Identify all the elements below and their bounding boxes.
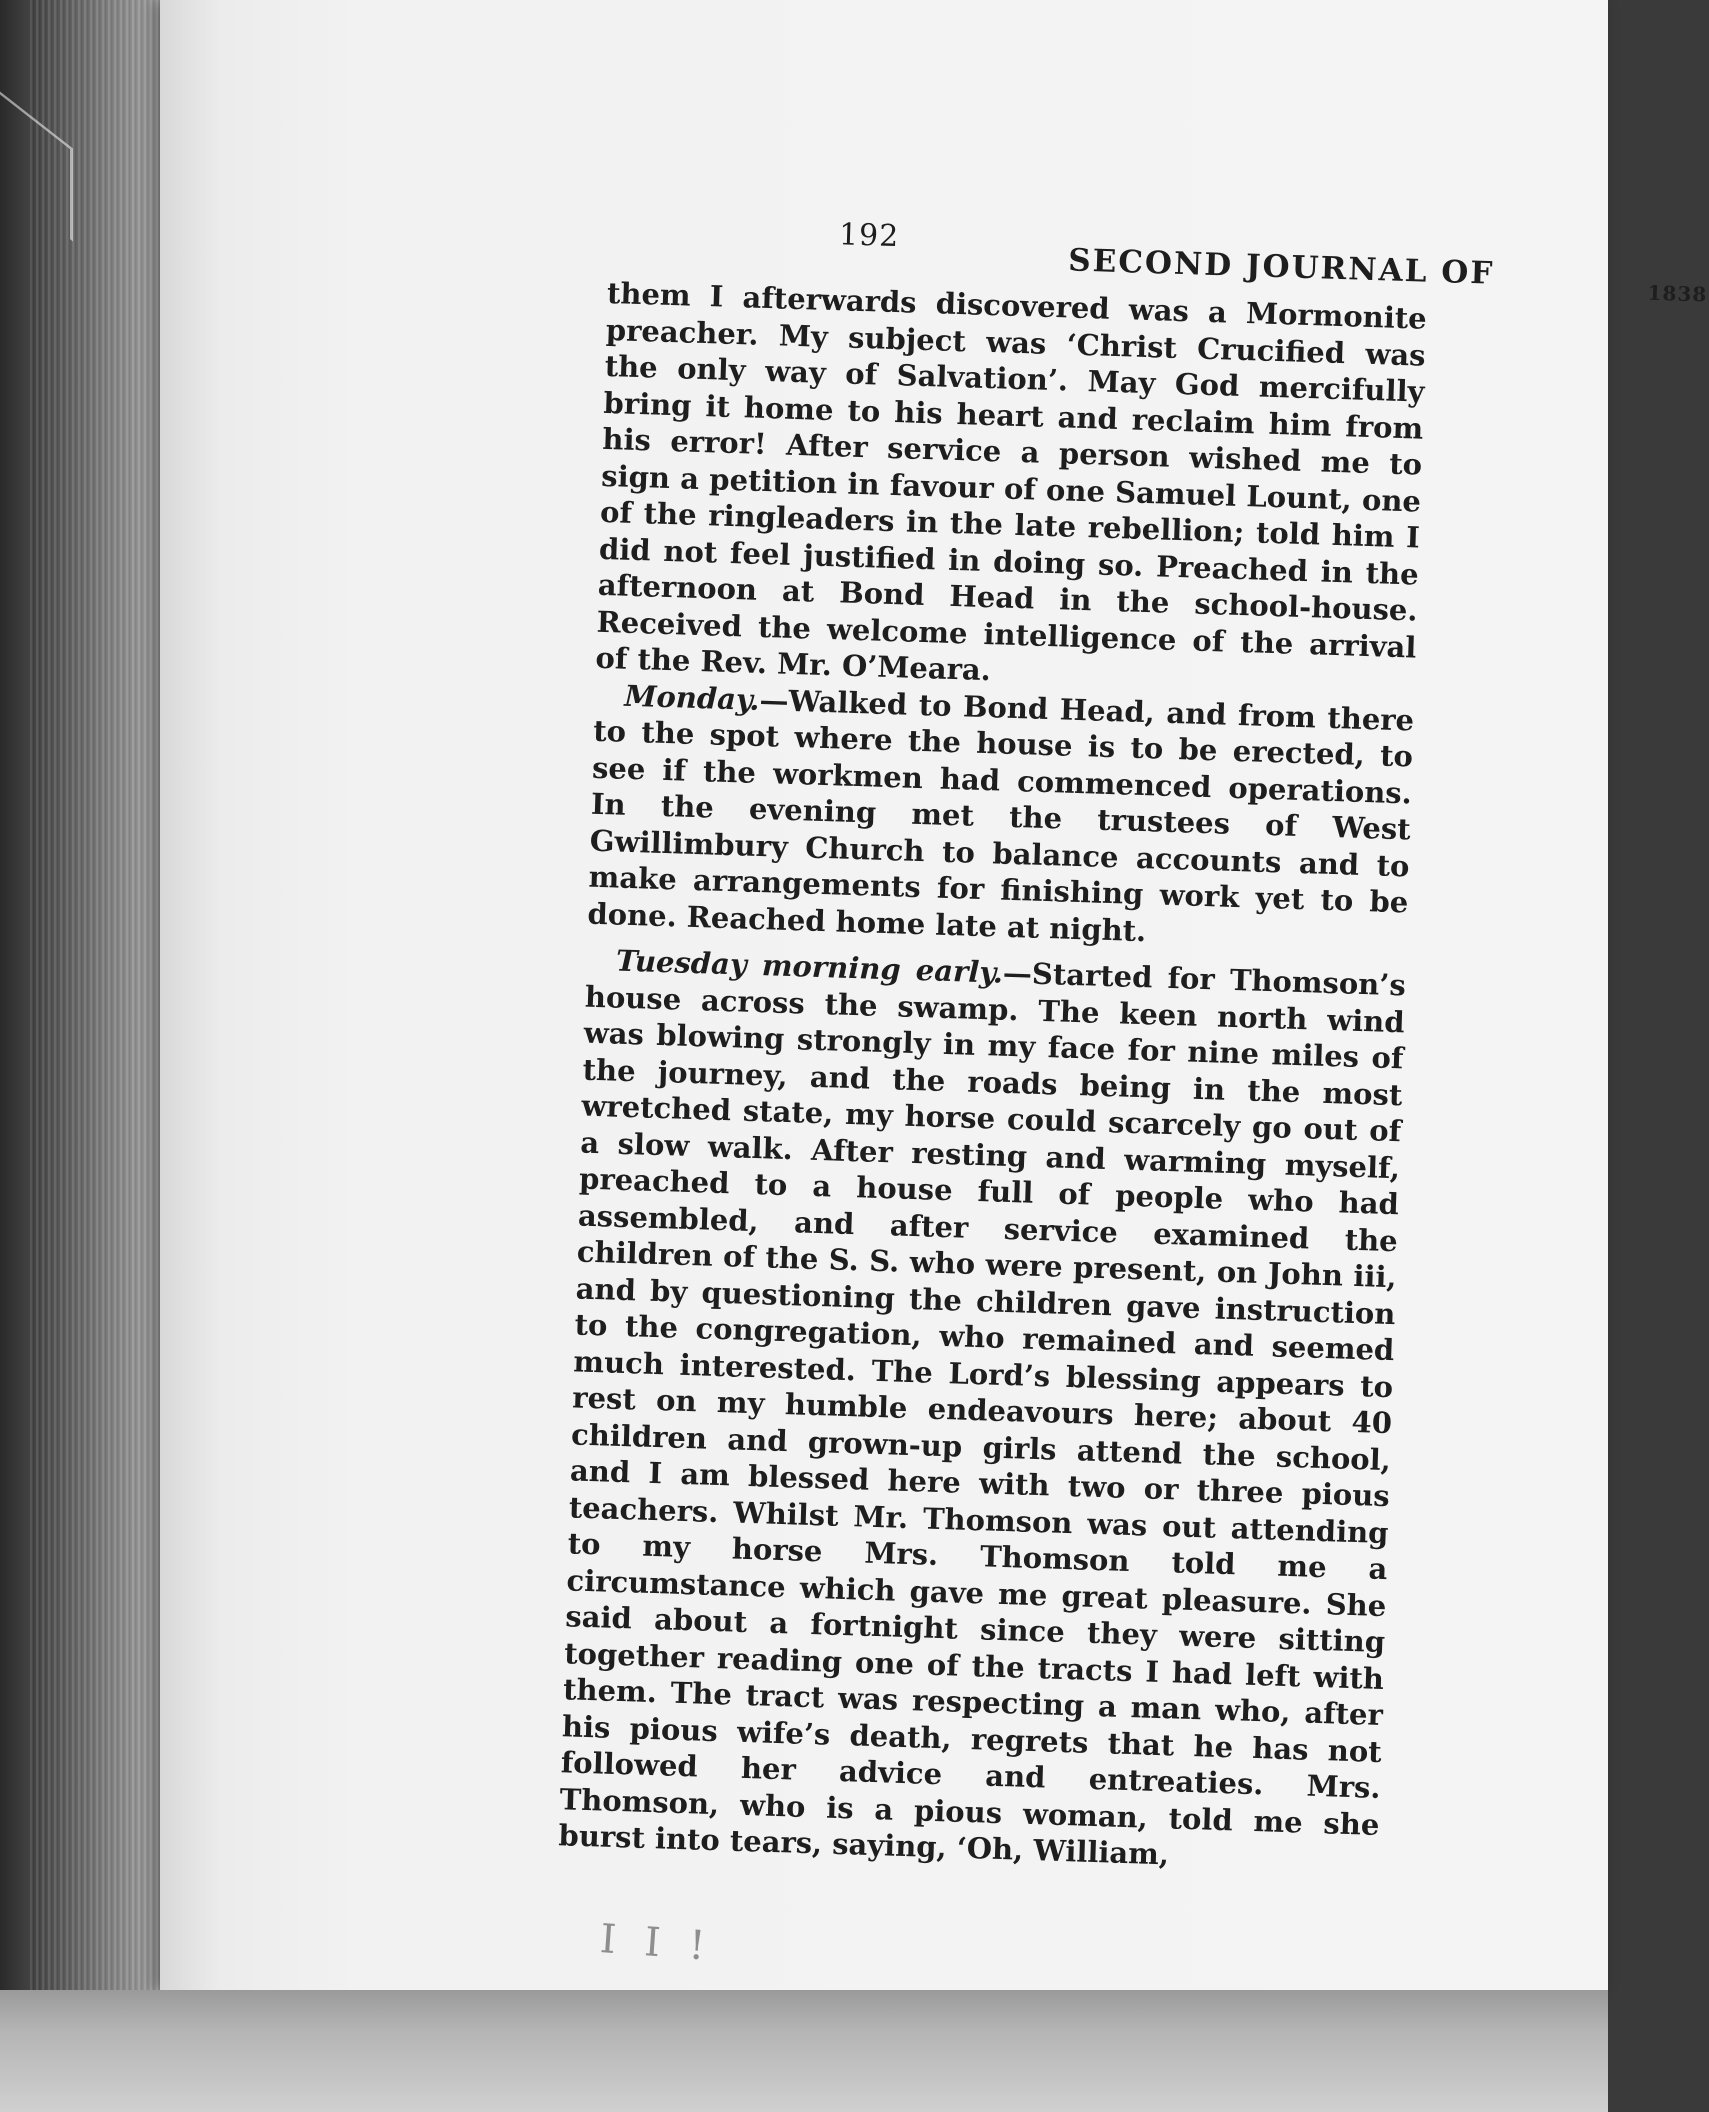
paragraph-text: —Walked to Bond Head, and from there to the spot where the house is to be erected, to see if the workmen had commenced operations. In the evening met the trustees of West Gwillimbury Church to balance accounts and to make arrangements for finishing work yet to be done. Reached home late at night. — [587, 682, 1415, 948]
paragraph-tuesday — [558, 942, 1406, 1880]
paragraph-lead: Tuesday morning early. — [615, 943, 1004, 990]
paragraph-continuation — [595, 275, 1427, 702]
running-title: SECOND JOURNAL OF — [1067, 242, 1495, 292]
paragraph-monday — [587, 676, 1415, 957]
page-number: 192 — [838, 217, 900, 255]
paragraph-text: them I afterwards discovered was a Mormonite preacher. My subject was ‘Christ Crucified was the only way of Salvation’. May God mercifully bring it home to his heart and reclaim him from his error! After service a person wished me to sign a petition in favour of one Samuel Lount, one of the ringleaders in the late rebellion; told him I did not feel justified in doing so. Preached in the afternoon at Bond Head in the school-house. Received the welcome intelligence of the arrival of the Rev. Mr. O’Meara. — [595, 275, 1428, 688]
pencil-margin-mark: I I ! — [598, 1916, 715, 1970]
book-bottom-edge — [0, 1990, 1608, 2112]
page-content — [558, 200, 1708, 1872]
year-marker: 1838 — [1647, 280, 1708, 307]
book-page — [160, 0, 1708, 1990]
paragraph-text: —Started for Thomson’s house across the swamp. The keen north wind was blowing strongly in my face for nine miles of the journey, and the roads being in the most wretched state, my horse could scarcely go out of a slow walk. After resting and warming myself, preached to a house full of people who had assembled, and after service examined the children of the S. S. who were present, on John iii, and by questioning the children gave instruction to the congregation, who remained and seemed much interested. The Lord’s blessing appears to rest on my humble endeavours here; about 40 children and grown-up girls attend the school, and I am blessed here with two or three pious teachers. Whilst Mr. Thomson was out attending to my horse Mrs. Thomson told me a circumstance which gave me great pleasure. She said about a fortnight since they were sitting together reading one of the tracts I had left with them. The tract was respecting a man who, after his pious wife’s death, regrets that he has not followed her advice and entreaties. Mrs. Thomson, who is a pious woman, told me she burst into tears, saying, ‘Oh, William, — [558, 955, 1407, 1872]
body-text — [558, 275, 1427, 1879]
paragraph-lead: Monday. — [623, 678, 761, 717]
